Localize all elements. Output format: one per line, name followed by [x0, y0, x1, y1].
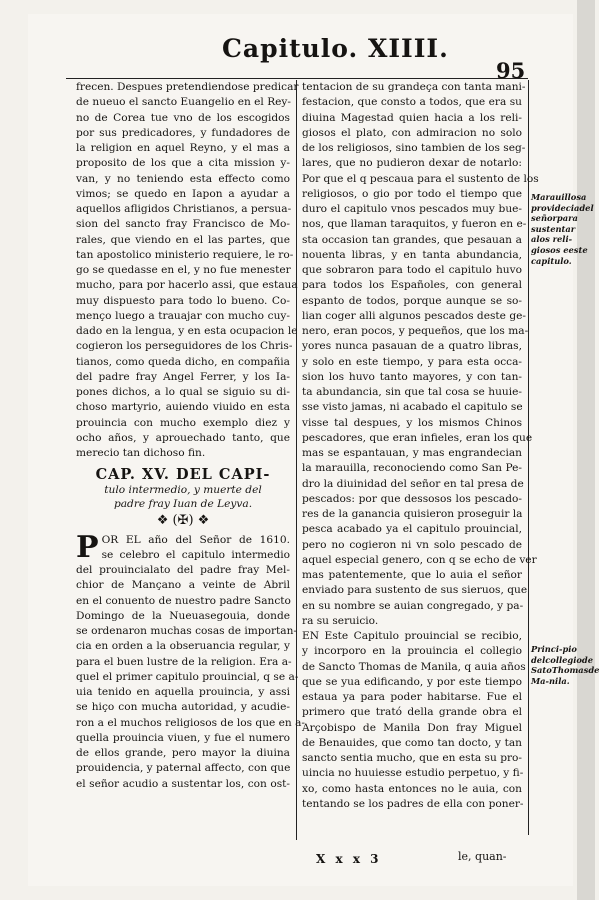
- text-line: prouincia con mucho exemplo diez y: [76, 416, 290, 429]
- text-line: se celebro el capitulo intermedio: [101, 548, 290, 561]
- text-line: mucho, para por hacerlo assi, que estaua: [76, 279, 298, 292]
- catchword: le, quan-: [458, 850, 507, 863]
- text-line: Marauil: [531, 192, 568, 202]
- text-line: aquel especial genero, con q se echo de ver: [302, 553, 537, 566]
- text-line: pero no cogieron ni vn solo pescado de: [302, 538, 522, 551]
- text-line: tulo.: [550, 255, 572, 266]
- text-line: res de la ganancia quisieron proseguir la: [302, 508, 523, 520]
- text-line: ta abundancia, sin que tal cosa se huuie-: [302, 386, 522, 398]
- margin-note-miracle: [531, 192, 595, 266]
- text-line: mas patentemente, que lo auia el señor: [302, 569, 522, 581]
- text-line: uia tenido en aquella prouincia, y assi: [76, 686, 290, 698]
- text-line: choso martyrio, auiendo viuido en esta: [76, 401, 290, 414]
- chapter-subtitle-line: padre fray Iuan de Leyva.: [113, 497, 253, 510]
- text-line: frecen. Despues pretendiendose predicar: [76, 81, 299, 93]
- text-line: estaua ya para poder habitarse. Fue el: [302, 691, 522, 703]
- text-line: en el conuento de nuestro padre Sancto: [76, 594, 291, 607]
- text-line: y solo en este tiempo, y para esta occa-: [302, 355, 522, 368]
- drop-cap: P: [76, 529, 99, 565]
- text-line: de Sato: [531, 654, 593, 676]
- text-line: nero, eran pocos, y pequeños, que los ma-: [302, 325, 529, 337]
- text-line: sion los huvo tanto mayores, y con tan-: [302, 370, 522, 383]
- text-line: para sus: [531, 213, 578, 234]
- chapter-subtitle-line: tulo intermedio, y muerte del: [104, 483, 262, 496]
- text-line: para todos los Españoles, con general: [302, 279, 522, 292]
- text-line: tentando se los padres de ella con poner-: [302, 797, 524, 810]
- text-line: del padre fray Angel Ferrer, y los Ia-: [76, 370, 290, 383]
- text-line: de Ma-: [531, 665, 599, 686]
- text-line: EN Este Capitulo prouincial se recibio,: [302, 630, 522, 642]
- left-paragraph-2: [76, 529, 306, 792]
- text-line: rales, que viendo en el las partes, que: [76, 233, 290, 246]
- text-line: nos, que llaman taraquitos, y fueron en e-: [302, 218, 527, 231]
- text-line: que sobraron para todo el capitulo huvo: [302, 264, 522, 276]
- text-line: este capi: [531, 244, 588, 266]
- text-line: tianos, como queda dicho, en compañia: [76, 355, 290, 368]
- text-line: nouenta libras, y en tanta abundancia,: [302, 248, 522, 261]
- text-line: sse visto jamas, ni acabado el capitulo se: [302, 401, 523, 414]
- text-line: sion del sancto fray Francisco de Mo-: [76, 218, 290, 231]
- text-line: yores nunca pasauan de a quatro libras,: [302, 340, 522, 353]
- text-line: religiosos, o gio por todo el tiempo que: [302, 187, 522, 200]
- text-line: quel el primer capitulo prouincial, q se a-: [76, 670, 299, 683]
- text-line: cia en orden a la obseruancia regular, y: [76, 640, 290, 653]
- text-line: por sus predicadores, y fundadores de: [76, 126, 290, 139]
- text-line: primero que trató della grande obra el: [302, 706, 522, 719]
- text-line: xo, como hasta entonces no le auia, con: [302, 782, 522, 795]
- text-line: que se yua edificando, y por este tiempo: [302, 675, 522, 688]
- text-line: de Benauides, que como tan docto, y tan: [302, 736, 522, 749]
- text-line: menço luego a trauajar con mucho cuy-: [76, 309, 290, 322]
- text-line: visse tal despues, y los mismos Chinos: [302, 416, 522, 429]
- text-line: lian coger alli algunos pescados deste ge-: [302, 309, 526, 322]
- text-line: Por que el q pescaua para el sustento de los: [302, 172, 539, 185]
- text-line: proposito de los que a cita mission y-: [76, 157, 290, 170]
- chapter-heading: [76, 467, 290, 530]
- text-line: y incorporo en la prouincia el collegio: [302, 645, 522, 658]
- text-line: ocho años, y aprouechado tanto, que: [76, 431, 290, 444]
- text-line: se hiço con mucha autoridad, y acudie-: [76, 701, 290, 714]
- text-line: quella prouincia viuen, y fue el numero: [76, 731, 290, 744]
- text-line: diuina Magestad quien hacia a los reli-: [302, 111, 522, 124]
- text-line: nila.: [549, 675, 570, 686]
- scan-edge-shadow: [577, 0, 595, 900]
- header-rule: [66, 78, 528, 79]
- text-line: pescadores, que eran infieles, eran los que: [302, 431, 533, 444]
- text-line: uincia no huuiesse estudio perpetuo, y fi-: [302, 767, 524, 780]
- text-line: se ordenaron muchas cosas de importan-: [76, 625, 297, 637]
- text-line: sancto sentia mucho, que en esta su pro-: [302, 752, 522, 764]
- signature-mark: X x x 3: [316, 852, 382, 866]
- text-line: de ellos grande, pero mayor la diuina: [76, 747, 290, 759]
- left-paragraph-1: [76, 80, 299, 461]
- chapter-title: CAP. XV. DEL CAPI-: [95, 466, 271, 484]
- text-line: collegio: [545, 654, 582, 665]
- text-line: del prouincialato del padre fray Mel-: [76, 564, 290, 576]
- text-line: ron a el muchos religiosos de los que en a-: [76, 716, 306, 729]
- text-line: aquellos afligidos Christianos, a persua-: [76, 203, 292, 215]
- text-line: tentar a: [531, 223, 576, 245]
- text-line: muy dispuesto para todo lo bueno. Co-: [76, 294, 290, 307]
- text-line: la marauilla, reconociendo como San Pe-: [302, 462, 522, 475]
- text-line: el señor acudio a sustentar los, con ost-: [76, 777, 290, 790]
- text-line: festacion, que consto a todos, que era su: [302, 96, 522, 109]
- text-line: del señor: [531, 202, 594, 224]
- text-line: pescados: por que dessosos los pescado-: [302, 492, 522, 505]
- text-line: pones dichos, a lo qual se siguio su di-: [76, 386, 290, 398]
- text-line: de Sancto Thomas de Manila, q auia años: [302, 660, 526, 673]
- right-column: [302, 80, 539, 812]
- text-line: los reli-: [536, 234, 573, 245]
- text-line: ra su seruicio.: [302, 614, 379, 627]
- right-paragraph-2: [302, 629, 526, 812]
- text-line: lares, que no pudieron dexar de notarlo:: [302, 157, 522, 170]
- text-line: merecio tan dichoso fin.: [76, 447, 206, 459]
- left-column: [76, 80, 306, 792]
- text-line: espanto de todos, porque aunque se so-: [302, 294, 522, 307]
- text-line: dro la diuinidad del señor en tal presa de: [302, 477, 524, 490]
- text-line: enviado para sustento de sus sieruos, que: [302, 584, 528, 597]
- text-line: Thomas: [551, 665, 589, 676]
- text-line: pio del: [531, 644, 577, 665]
- page-number: 95: [496, 58, 526, 83]
- text-line: tan apostolico ministerio requiere, le ro-: [76, 248, 294, 261]
- text-line: sta occasion tan grandes, que pesauan a: [302, 233, 522, 246]
- text-line: dado en la lengua, y en esta ocupacion le: [76, 325, 298, 337]
- text-line: cogieron los perseguidores de los Chris-: [76, 340, 293, 353]
- text-line: Arçobispo de Manila Don fray Miguel: [302, 721, 522, 734]
- text-line: pesca acabado ya el capitulo prouincial,: [302, 523, 522, 536]
- text-line: giosos el plato, con admiracion no solo: [302, 126, 522, 139]
- cross-ornament-icon: ❖ (✠) ❖: [156, 512, 210, 528]
- text-line: OR EL año del Señor de 1610.: [101, 533, 290, 546]
- text-line: para el buen lustre de la religion. Era a-: [76, 655, 292, 668]
- text-line: Princi-: [531, 644, 563, 654]
- text-line: giosos e: [531, 244, 569, 255]
- running-head-title: Capitulo. XIIII.: [222, 34, 449, 63]
- text-line: chior de Mançano a veinte de Abril: [76, 579, 290, 592]
- text-line: prouidencia, y paternal affecto, con que: [76, 762, 291, 775]
- text-line: van, y no teniendo esta effecto como: [76, 172, 290, 185]
- right-paragraph-1: [302, 80, 539, 629]
- margin-note-college: [531, 644, 599, 686]
- text-line: videcia: [546, 202, 580, 213]
- text-line: no de Corea tue vno de los escogidos: [76, 111, 290, 124]
- text-line: go se quedasse en el, y no fue menester: [76, 264, 291, 276]
- text-line: de nueuo el sancto Euangelio en el Rey-: [76, 96, 291, 109]
- text-line: en su nombre se auian congregado, y pa-: [302, 599, 524, 612]
- text-line: de los religiosos, sino tambien de los seg-: [302, 142, 526, 154]
- text-line: losa pro: [531, 192, 587, 213]
- text-line: Domingo de la Nueuasegouia, donde: [76, 609, 290, 622]
- text-line: vimos; se quedo en Iapon a ayudar a: [76, 187, 290, 200]
- margin-rule: [528, 80, 529, 835]
- text-line: duro el capitulo vnos pescados muy bue-: [302, 203, 522, 215]
- text-line: tentacion de su grandeça con tanta mani-: [302, 81, 526, 93]
- text-line: mas se espantauan, y mas engrandecian: [302, 447, 522, 459]
- text-line: la religion en aquel Reyno, y el mas a: [76, 142, 290, 154]
